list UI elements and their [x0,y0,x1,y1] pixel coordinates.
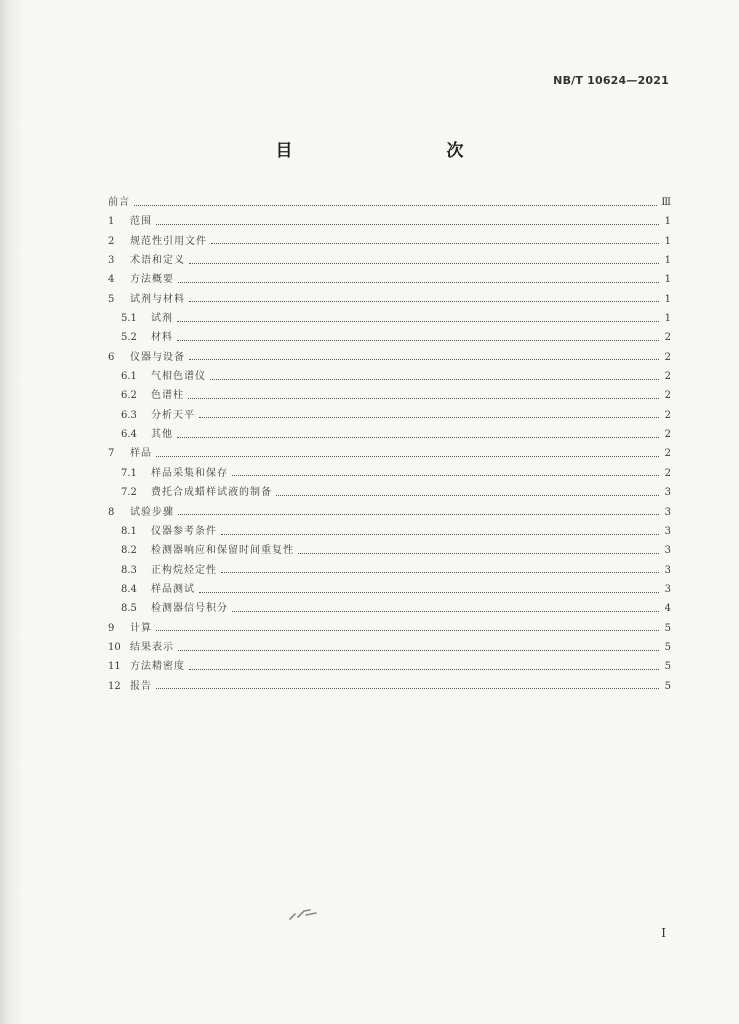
toc-dot-leader [178,281,659,283]
toc-dot-leader [177,320,659,322]
toc-entry-number: 6.4 [121,429,137,441]
toc-entry-label: 术语和定义 [130,255,185,267]
toc-entry-page: 4 [664,603,671,615]
toc-entry-number: 8.5 [121,603,137,615]
toc-entry[interactable] [108,193,671,212]
toc-entry-label: 结果表示 [130,641,174,653]
toc-dot-leader [134,204,657,206]
toc-entry-label: 色谱柱 [151,390,184,402]
toc-dot-leader [298,552,659,554]
toc-entry-number: 10 [108,641,121,653]
toc-dot-leader [189,300,659,302]
toc-entry-number: 1 [108,216,115,228]
toc-entry[interactable] [108,677,671,696]
toc-entry-page: 2 [664,351,671,363]
toc-dot-leader [189,262,659,264]
toc-entry[interactable] [108,599,671,618]
toc-entry-number: 12 [108,680,121,692]
toc-dot-leader [199,591,659,593]
toc-entry-label: 样品采集和保存 [151,467,228,479]
toc-entry-page: 5 [664,661,671,673]
toc-entry-label: 材料 [151,332,173,344]
toc-entry-number: 8 [108,506,115,518]
toc-entry-page: 1 [664,274,671,286]
toc-entry[interactable] [108,503,671,522]
toc-entry[interactable] [108,425,671,444]
toc-entry-label: 试剂 [151,313,173,325]
toc-dot-leader [199,416,659,418]
toc-entry-label: 试验步骤 [130,506,174,518]
toc-entry-label: 样品测试 [151,583,195,595]
toc-dot-leader [189,668,659,670]
toc-dot-leader [276,494,659,496]
toc-entry[interactable] [108,328,671,347]
toc-entry-number: 3 [108,255,115,267]
table-of-contents [108,193,671,696]
toc-entry-number: 9 [108,622,115,634]
toc-entry-page: 5 [664,622,671,634]
toc-entry[interactable] [108,290,671,309]
toc-entry-number: 6.3 [121,409,137,421]
toc-entry[interactable] [108,386,671,405]
toc-entry[interactable] [108,619,671,638]
toc-dot-leader [211,242,659,244]
toc-entry[interactable] [108,367,671,386]
toc-entry-number: 8.3 [121,564,137,576]
toc-entry[interactable] [108,483,671,502]
toc-entry-page: 2 [664,467,671,479]
toc-entry-label: 检测器响应和保留时间重复性 [151,545,294,557]
toc-entry[interactable] [108,348,671,367]
toc-dot-leader [156,455,659,457]
toc-dot-leader [188,397,659,399]
toc-entry[interactable] [108,406,671,425]
toc-entry-number: 7.2 [121,487,137,499]
toc-entry-label: 气相色谱仪 [151,371,206,383]
toc-entry[interactable] [108,561,671,580]
toc-entry-number: 7.1 [121,467,137,479]
page-number: I [661,926,666,940]
toc-entry-page: 3 [664,583,671,595]
toc-dot-leader [156,223,659,225]
toc-entry-page: 1 [664,313,671,325]
toc-entry-number: 4 [108,274,115,286]
toc-entry-number: 5.2 [121,332,137,344]
toc-entry[interactable] [108,232,671,251]
toc-entry[interactable] [108,251,671,270]
toc-dot-leader [232,474,659,476]
toc-entry-page: 1 [664,293,671,305]
toc-entry-label: 其他 [151,429,173,441]
toc-entry-label: 仪器与设备 [130,351,185,363]
toc-entry-label: 费托合成蜡样试液的制备 [151,487,272,499]
toc-entry-label: 前言 [108,197,130,208]
toc-dot-leader [178,649,659,651]
toc-entry-page: 2 [664,332,671,344]
toc-entry-label: 报告 [130,680,152,692]
toc-entry-label: 范围 [130,216,152,228]
toc-entry-page: 1 [664,235,671,247]
standard-code: NB/T 10624—2021 [553,74,669,87]
toc-entry[interactable] [108,657,671,676]
toc-entry-page: 2 [664,448,671,460]
toc-entry-number: 11 [108,661,121,673]
toc-dot-leader [210,378,659,380]
toc-entry-number: 8.1 [121,525,137,537]
toc-entry-number: 6 [108,351,115,363]
toc-entry-page: Ⅲ [661,197,671,208]
toc-entry-label: 方法概要 [130,274,174,286]
toc-entry-label: 计算 [130,622,152,634]
toc-title: 目 次 [275,141,504,161]
toc-dot-leader [156,687,659,689]
toc-entry-label: 规范性引用文件 [130,235,207,247]
toc-entry[interactable] [108,212,671,231]
toc-entry[interactable] [108,580,671,599]
toc-entry-page: 3 [664,525,671,537]
toc-dot-leader [221,571,659,573]
toc-entry-label: 检测器信号积分 [151,603,228,615]
toc-entry-page: 5 [664,680,671,692]
toc-entry-label: 仪器参考条件 [151,525,217,537]
toc-entry-page: 2 [664,371,671,383]
toc-entry-page: 3 [664,487,671,499]
toc-entry-page: 3 [664,564,671,576]
toc-entry-page: 2 [664,390,671,402]
toc-entry-label: 正构烷烃定性 [151,564,217,576]
toc-entry-number: 6.1 [121,371,137,383]
toc-entry[interactable] [108,638,671,657]
toc-entry-label: 分析天平 [151,409,195,421]
toc-dot-leader [221,533,659,535]
toc-entry-page: 2 [664,429,671,441]
toc-entry[interactable] [108,541,671,560]
toc-entry[interactable] [108,522,671,541]
toc-entry-number: 8.4 [121,583,137,595]
toc-dot-leader [232,610,659,612]
toc-entry-page: 1 [664,255,671,267]
toc-dot-leader [177,339,659,341]
toc-dot-leader [156,629,659,631]
toc-dot-leader [189,358,659,360]
toc-entry-page: 2 [664,409,671,421]
toc-entry-number: 6.2 [121,390,137,402]
toc-entry-number: 5 [108,293,115,305]
toc-entry[interactable] [108,270,671,289]
toc-dot-leader [177,436,659,438]
toc-entry[interactable] [108,464,671,483]
toc-entry-number: 8.2 [121,545,137,557]
toc-entry-page: 3 [664,506,671,518]
toc-entry-label: 试剂与材料 [130,293,185,305]
toc-entry-label: 方法精密度 [130,661,185,673]
toc-entry-number: 5.1 [121,313,137,325]
toc-dot-leader [178,513,659,515]
toc-entry[interactable] [108,444,671,463]
toc-entry-number: 7 [108,448,115,460]
toc-entry-page: 5 [664,641,671,653]
toc-entry-page: 1 [664,216,671,228]
toc-entry-page: 3 [664,545,671,557]
toc-entry-number: 2 [108,235,115,247]
toc-entry-label: 样品 [130,448,152,460]
toc-entry[interactable] [108,309,671,328]
scan-smudge-mark [286,905,322,923]
